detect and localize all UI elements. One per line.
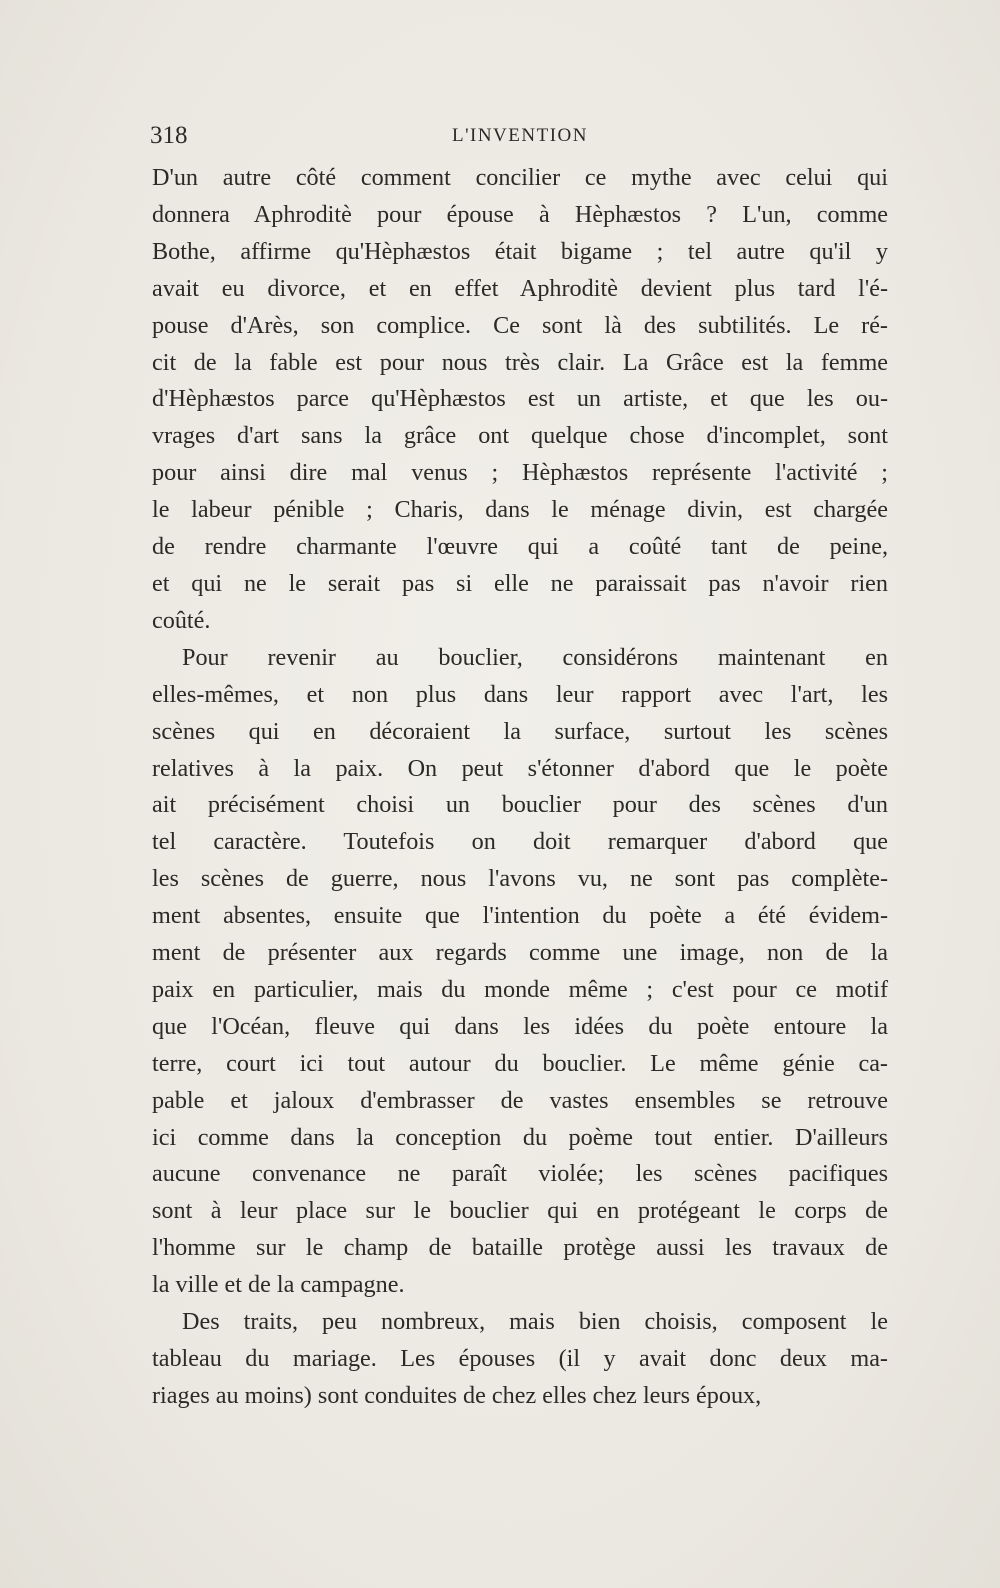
text-line: tel caractère. Toutefois on doit remarquer d'abord que xyxy=(152,828,888,856)
text-line: les scènes de guerre, nous l'avons vu, ne sont pas complète- xyxy=(152,865,888,893)
text-line: Des traits, peu nombreux, mais bien choisis, composent le xyxy=(182,1308,888,1336)
text-line: et qui ne le serait pas si elle ne paraissait pas n'avoir rien xyxy=(152,569,888,597)
text-line: le labeur pénible ; Charis, dans le ménage divin, est chargée xyxy=(152,496,888,524)
text-line: elles-mêmes, et non plus dans leur rapport avec l'art, les xyxy=(152,680,888,708)
running-title: L'INVENTION xyxy=(451,125,588,146)
text-line: cit de la fable est pour nous très clair. La Grâce est la femme xyxy=(152,348,888,376)
paragraph xyxy=(152,1304,888,1415)
text-line: pour ainsi dire mal venus ; Hèphæstos représente l'activité ; xyxy=(152,459,888,487)
text-line: avait eu divorce, et en effet Aphroditè devient plus tard l'é- xyxy=(152,274,888,302)
text-line: terre, court ici tout autour du bouclier. Le même génie ca- xyxy=(152,1049,888,1077)
page-number: 318 xyxy=(150,122,188,149)
text-line: pable et jaloux d'embrasser de vastes ensembles se retrouve xyxy=(152,1086,888,1114)
text-line: d'Hèphæstos parce qu'Hèphæstos est un artiste, et que les ou- xyxy=(152,385,888,413)
text-line: ment absentes, ensuite que l'intention du poète a été évidem- xyxy=(152,902,888,930)
text-line: Pour revenir au bouclier, considérons maintenant en xyxy=(182,643,888,671)
text-line: la ville et de la campagne. xyxy=(152,1271,405,1299)
text-line: tableau du mariage. Les épouses (il y avait donc deux ma- xyxy=(152,1345,888,1372)
text-line: vrages d'art sans la grâce ont quelque chose d'incomplet, sont xyxy=(152,422,888,450)
text-line: donnera Aphroditè pour épouse à Hèphæstos ? L'un, comme xyxy=(152,200,888,228)
text-line: coûté. xyxy=(152,606,211,634)
text-line: de rendre charmante l'œuvre qui a coûté tant de peine, xyxy=(152,533,888,561)
text-line: riages au moins) sont conduites de chez elles chez leurs époux, xyxy=(152,1381,762,1409)
text-line: que l'Océan, fleuve qui dans les idées du poète entoure la xyxy=(152,1012,888,1040)
text-line: ait précisément choisi un bouclier pour des scènes d'un xyxy=(152,791,888,819)
paragraph xyxy=(152,640,888,1304)
page-header xyxy=(150,122,890,156)
text-line: Bothe, affirme qu'Hèphæstos était bigame ; tel autre qu'il y xyxy=(152,237,888,265)
text-line: scènes qui en décoraient la surface, surtout les scènes xyxy=(152,717,888,745)
text-line: sont à leur place sur le bouclier qui en protégeant le corps de xyxy=(152,1197,888,1225)
text-line: ment de présenter aux regards comme une image, non de la xyxy=(152,939,888,967)
text-line: pouse d'Arès, son complice. Ce sont là des subtilités. Le ré- xyxy=(152,311,888,339)
text-line: ici comme dans la conception du poème tout entier. D'ailleurs xyxy=(152,1123,888,1151)
text-line: paix en particulier, mais du monde même ; c'est pour ce motif xyxy=(152,975,888,1003)
paragraph xyxy=(152,160,888,640)
text-line: l'homme sur le champ de bataille protège aussi les travaux de xyxy=(152,1234,888,1262)
text-line: D'un autre côté comment concilier ce mythe avec celui qui xyxy=(152,164,888,191)
text-line: aucune convenance ne paraît violée; les scènes pacifiques xyxy=(152,1160,888,1188)
body-text xyxy=(152,160,888,1415)
text-line: relatives à la paix. On peut s'étonner d'abord que le poète xyxy=(152,754,888,782)
